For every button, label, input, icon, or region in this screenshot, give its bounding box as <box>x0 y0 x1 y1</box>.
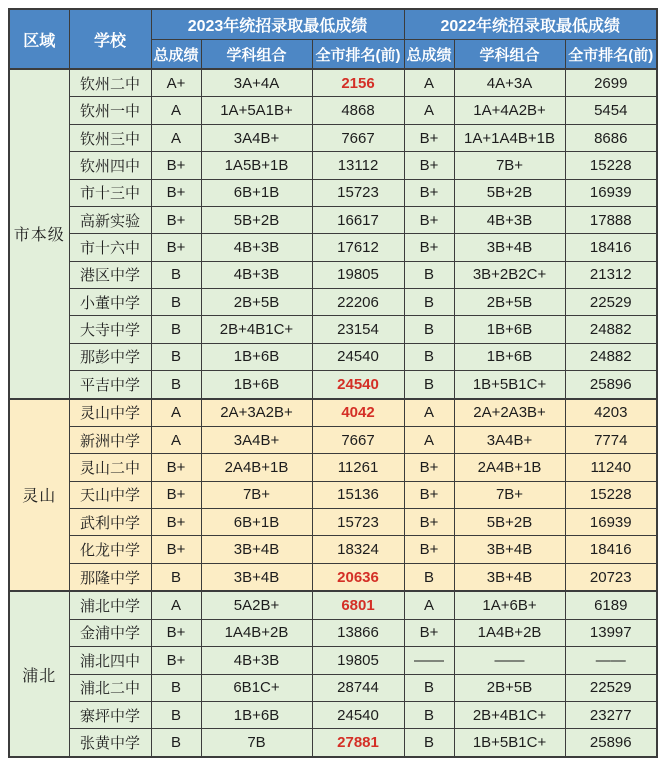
subject-combo-2022-cell: 3B+4B <box>454 234 565 261</box>
subject-combo-2022-cell: 1B+5B1C+ <box>454 729 565 757</box>
total-score-2022-cell: B+ <box>404 454 454 481</box>
city-rank-2023-cell: 6801 <box>312 591 404 619</box>
school-cell: 钦州三中 <box>69 124 151 151</box>
school-cell: 天山中学 <box>69 481 151 508</box>
city-rank-2023-cell: 2156 <box>312 69 404 97</box>
subject-combo-2022-cell: 2A4B+1B <box>454 454 565 481</box>
city-rank-2022-cell: 16939 <box>565 179 657 206</box>
city-rank-2022-cell: 23277 <box>565 701 657 728</box>
city-rank-2023-cell: 23154 <box>312 316 404 343</box>
total-score-2022-cell: B <box>404 261 454 288</box>
table-body <box>9 69 657 757</box>
total-score-2022-cell: B <box>404 371 454 399</box>
city-rank-2022-cell: 7774 <box>565 427 657 454</box>
city-rank-2023-cell: 24540 <box>312 371 404 399</box>
total-score-2023-cell: B <box>151 316 201 343</box>
header-school: 学校 <box>69 9 151 69</box>
school-cell: 化龙中学 <box>69 536 151 563</box>
total-score-2023-cell: B+ <box>151 152 201 179</box>
subject-combo-2022-cell: 1B+6B <box>454 343 565 370</box>
subject-combo-2022-cell: 2B+5B <box>454 674 565 701</box>
subject-combo-2022-cell: 5B+2B <box>454 179 565 206</box>
total-score-2023-cell: B+ <box>151 509 201 536</box>
table-row <box>9 316 657 343</box>
school-cell: 寨坪中学 <box>69 701 151 728</box>
subject-combo-2022-cell: 7B+ <box>454 481 565 508</box>
subject-combo-2022-cell: 1A+1A4B+1B <box>454 124 565 151</box>
total-score-2022-cell: B+ <box>404 481 454 508</box>
city-rank-2023-cell: 18324 <box>312 536 404 563</box>
header-subject-combo-2023: 学科组合 <box>201 40 312 70</box>
header-city-rank-2023: 全市排名(前) <box>312 40 404 70</box>
city-rank-2022-cell: 18416 <box>565 536 657 563</box>
subject-combo-2022-cell: 2A+2A3B+ <box>454 399 565 427</box>
total-score-2022-cell: B <box>404 289 454 316</box>
total-score-2023-cell: B <box>151 729 201 757</box>
subject-combo-2023-cell: 1A+5A1B+ <box>201 97 312 124</box>
city-rank-2023-cell: 24540 <box>312 701 404 728</box>
school-cell: 钦州二中 <box>69 69 151 97</box>
subject-combo-2022-cell: 4B+3B <box>454 206 565 233</box>
school-cell: 钦州一中 <box>69 97 151 124</box>
table-row <box>9 729 657 757</box>
total-score-2023-cell: B+ <box>151 619 201 646</box>
total-score-2023-cell: B <box>151 701 201 728</box>
city-rank-2022-cell: 15228 <box>565 481 657 508</box>
city-rank-2023-cell: 15723 <box>312 509 404 536</box>
city-rank-2022-cell: 22529 <box>565 289 657 316</box>
city-rank-2023-cell: 19805 <box>312 261 404 288</box>
table-row <box>9 399 657 427</box>
total-score-2022-cell: B+ <box>404 124 454 151</box>
subject-combo-2022-cell: 3B+4B <box>454 563 565 591</box>
subject-combo-2023-cell: 1B+6B <box>201 701 312 728</box>
city-rank-2022-cell: 22529 <box>565 674 657 701</box>
total-score-2023-cell: B+ <box>151 206 201 233</box>
city-rank-2023-cell: 16617 <box>312 206 404 233</box>
subject-combo-2023-cell: 4B+3B <box>201 234 312 261</box>
subject-combo-2023-cell: 1A5B+1B <box>201 152 312 179</box>
school-cell: 高新实验 <box>69 206 151 233</box>
table-row <box>9 563 657 591</box>
total-score-2023-cell: B <box>151 289 201 316</box>
table-row <box>9 289 657 316</box>
header-group-2022: 2022年统招录取最低成绩 <box>404 9 657 40</box>
subject-combo-2022-cell: 3A4B+ <box>454 427 565 454</box>
subject-combo-2022-cell: 1B+5B1C+ <box>454 371 565 399</box>
school-cell: 大寺中学 <box>69 316 151 343</box>
total-score-2023-cell: A <box>151 591 201 619</box>
table-row <box>9 124 657 151</box>
city-rank-2022-cell: 2699 <box>565 69 657 97</box>
table-row <box>9 179 657 206</box>
table-row <box>9 261 657 288</box>
subject-combo-2023-cell: 2B+4B1C+ <box>201 316 312 343</box>
school-cell: 张黄中学 <box>69 729 151 757</box>
subject-combo-2023-cell: 1B+6B <box>201 343 312 370</box>
subject-combo-2022-cell: —— <box>454 647 565 674</box>
school-cell: 浦北中学 <box>69 591 151 619</box>
school-cell: 平吉中学 <box>69 371 151 399</box>
total-score-2022-cell: B+ <box>404 152 454 179</box>
total-score-2023-cell: A <box>151 399 201 427</box>
subject-combo-2022-cell: 1A4B+2B <box>454 619 565 646</box>
total-score-2023-cell: B <box>151 343 201 370</box>
subject-combo-2022-cell: 1A+6B+ <box>454 591 565 619</box>
school-cell: 灵山中学 <box>69 399 151 427</box>
subject-combo-2023-cell: 6B+1B <box>201 509 312 536</box>
city-rank-2023-cell: 7667 <box>312 427 404 454</box>
city-rank-2022-cell: 4203 <box>565 399 657 427</box>
school-cell: 那彭中学 <box>69 343 151 370</box>
city-rank-2022-cell: 16939 <box>565 509 657 536</box>
table-row <box>9 701 657 728</box>
subject-combo-2022-cell: 7B+ <box>454 152 565 179</box>
city-rank-2023-cell: 4868 <box>312 97 404 124</box>
school-cell: 浦北四中 <box>69 647 151 674</box>
table-row <box>9 674 657 701</box>
total-score-2022-cell: B <box>404 316 454 343</box>
total-score-2022-cell: A <box>404 399 454 427</box>
header-group-2023: 2023年统招录取最低成绩 <box>151 9 404 40</box>
total-score-2022-cell: A <box>404 69 454 97</box>
table-row <box>9 647 657 674</box>
total-score-2022-cell: B <box>404 563 454 591</box>
table-row <box>9 97 657 124</box>
total-score-2023-cell: B+ <box>151 536 201 563</box>
city-rank-2023-cell: 27881 <box>312 729 404 757</box>
table-row <box>9 234 657 261</box>
table-row <box>9 619 657 646</box>
subject-combo-2023-cell: 5A2B+ <box>201 591 312 619</box>
total-score-2022-cell: A <box>404 97 454 124</box>
city-rank-2023-cell: 7667 <box>312 124 404 151</box>
header-total-score-2023: 总成绩 <box>151 40 201 70</box>
region-cell: 市本级 <box>9 69 69 399</box>
school-cell: 钦州四中 <box>69 152 151 179</box>
region-cell: 灵山 <box>9 399 69 592</box>
total-score-2022-cell: B+ <box>404 206 454 233</box>
total-score-2022-cell: B <box>404 701 454 728</box>
table-row <box>9 371 657 399</box>
total-score-2023-cell: A+ <box>151 69 201 97</box>
header-city-rank-2022: 全市排名(前) <box>565 40 657 70</box>
city-rank-2023-cell: 22206 <box>312 289 404 316</box>
city-rank-2022-cell: 13997 <box>565 619 657 646</box>
subject-combo-2023-cell: 3B+4B <box>201 563 312 591</box>
header-group-row <box>9 9 657 40</box>
city-rank-2023-cell: 19805 <box>312 647 404 674</box>
school-cell: 浦北二中 <box>69 674 151 701</box>
city-rank-2022-cell: 25896 <box>565 371 657 399</box>
city-rank-2023-cell: 13112 <box>312 152 404 179</box>
school-cell: 那隆中学 <box>69 563 151 591</box>
subject-combo-2022-cell: 1B+6B <box>454 316 565 343</box>
total-score-2022-cell: B <box>404 674 454 701</box>
city-rank-2022-cell: 6189 <box>565 591 657 619</box>
total-score-2022-cell: B+ <box>404 234 454 261</box>
school-cell: 灵山二中 <box>69 454 151 481</box>
total-score-2023-cell: B <box>151 261 201 288</box>
subject-combo-2023-cell: 6B+1B <box>201 179 312 206</box>
subject-combo-2023-cell: 4B+3B <box>201 261 312 288</box>
school-cell: 新洲中学 <box>69 427 151 454</box>
subject-combo-2022-cell: 3B+4B <box>454 536 565 563</box>
school-cell: 市十三中 <box>69 179 151 206</box>
city-rank-2022-cell: 17888 <box>565 206 657 233</box>
subject-combo-2022-cell: 3B+2B2C+ <box>454 261 565 288</box>
city-rank-2022-cell: 8686 <box>565 124 657 151</box>
table-row <box>9 509 657 536</box>
total-score-2023-cell: A <box>151 124 201 151</box>
table-row <box>9 536 657 563</box>
city-rank-2022-cell: 24882 <box>565 343 657 370</box>
school-cell: 金浦中学 <box>69 619 151 646</box>
table-row <box>9 427 657 454</box>
total-score-2023-cell: B+ <box>151 481 201 508</box>
table-row <box>9 206 657 233</box>
city-rank-2023-cell: 20636 <box>312 563 404 591</box>
city-rank-2023-cell: 13866 <box>312 619 404 646</box>
subject-combo-2023-cell: 2B+5B <box>201 289 312 316</box>
table-row <box>9 69 657 97</box>
total-score-2022-cell: B+ <box>404 179 454 206</box>
school-cell: 小董中学 <box>69 289 151 316</box>
table-row <box>9 591 657 619</box>
city-rank-2022-cell: 15228 <box>565 152 657 179</box>
total-score-2022-cell: B+ <box>404 509 454 536</box>
subject-combo-2023-cell: 1B+6B <box>201 371 312 399</box>
header-total-score-2022: 总成绩 <box>404 40 454 70</box>
subject-combo-2023-cell: 4B+3B <box>201 647 312 674</box>
total-score-2022-cell: A <box>404 591 454 619</box>
table-row <box>9 343 657 370</box>
subject-combo-2022-cell: 2B+5B <box>454 289 565 316</box>
admission-score-table <box>8 8 658 758</box>
table-row <box>9 152 657 179</box>
subject-combo-2023-cell: 3A+4A <box>201 69 312 97</box>
total-score-2023-cell: A <box>151 97 201 124</box>
header-region: 区域 <box>9 9 69 69</box>
subject-combo-2022-cell: 1A+4A2B+ <box>454 97 565 124</box>
city-rank-2023-cell: 17612 <box>312 234 404 261</box>
school-cell: 武利中学 <box>69 509 151 536</box>
table-row <box>9 454 657 481</box>
city-rank-2022-cell: —— <box>565 647 657 674</box>
subject-combo-2022-cell: 5B+2B <box>454 509 565 536</box>
city-rank-2022-cell: 11240 <box>565 454 657 481</box>
city-rank-2023-cell: 4042 <box>312 399 404 427</box>
total-score-2022-cell: —— <box>404 647 454 674</box>
city-rank-2022-cell: 5454 <box>565 97 657 124</box>
subject-combo-2023-cell: 3A4B+ <box>201 427 312 454</box>
table-header <box>9 9 657 69</box>
school-cell: 港区中学 <box>69 261 151 288</box>
total-score-2023-cell: B+ <box>151 647 201 674</box>
subject-combo-2023-cell: 2A4B+1B <box>201 454 312 481</box>
total-score-2022-cell: B+ <box>404 536 454 563</box>
total-score-2023-cell: A <box>151 427 201 454</box>
total-score-2023-cell: B <box>151 563 201 591</box>
total-score-2023-cell: B+ <box>151 179 201 206</box>
city-rank-2023-cell: 28744 <box>312 674 404 701</box>
city-rank-2023-cell: 24540 <box>312 343 404 370</box>
city-rank-2022-cell: 20723 <box>565 563 657 591</box>
city-rank-2023-cell: 15136 <box>312 481 404 508</box>
city-rank-2022-cell: 24882 <box>565 316 657 343</box>
subject-combo-2023-cell: 3A4B+ <box>201 124 312 151</box>
total-score-2023-cell: B <box>151 371 201 399</box>
region-cell: 浦北 <box>9 591 69 757</box>
subject-combo-2023-cell: 3B+4B <box>201 536 312 563</box>
city-rank-2022-cell: 21312 <box>565 261 657 288</box>
total-score-2022-cell: B <box>404 729 454 757</box>
school-cell: 市十六中 <box>69 234 151 261</box>
total-score-2023-cell: B+ <box>151 454 201 481</box>
subject-combo-2023-cell: 7B+ <box>201 481 312 508</box>
table-row <box>9 481 657 508</box>
subject-combo-2023-cell: 2A+3A2B+ <box>201 399 312 427</box>
total-score-2023-cell: B <box>151 674 201 701</box>
city-rank-2023-cell: 11261 <box>312 454 404 481</box>
city-rank-2023-cell: 15723 <box>312 179 404 206</box>
subject-combo-2023-cell: 7B <box>201 729 312 757</box>
city-rank-2022-cell: 18416 <box>565 234 657 261</box>
city-rank-2022-cell: 25896 <box>565 729 657 757</box>
total-score-2022-cell: B <box>404 343 454 370</box>
subject-combo-2023-cell: 1A4B+2B <box>201 619 312 646</box>
subject-combo-2023-cell: 5B+2B <box>201 206 312 233</box>
subject-combo-2023-cell: 6B1C+ <box>201 674 312 701</box>
total-score-2022-cell: A <box>404 427 454 454</box>
total-score-2022-cell: B+ <box>404 619 454 646</box>
subject-combo-2022-cell: 4A+3A <box>454 69 565 97</box>
total-score-2023-cell: B+ <box>151 234 201 261</box>
subject-combo-2022-cell: 2B+4B1C+ <box>454 701 565 728</box>
header-subject-combo-2022: 学科组合 <box>454 40 565 70</box>
